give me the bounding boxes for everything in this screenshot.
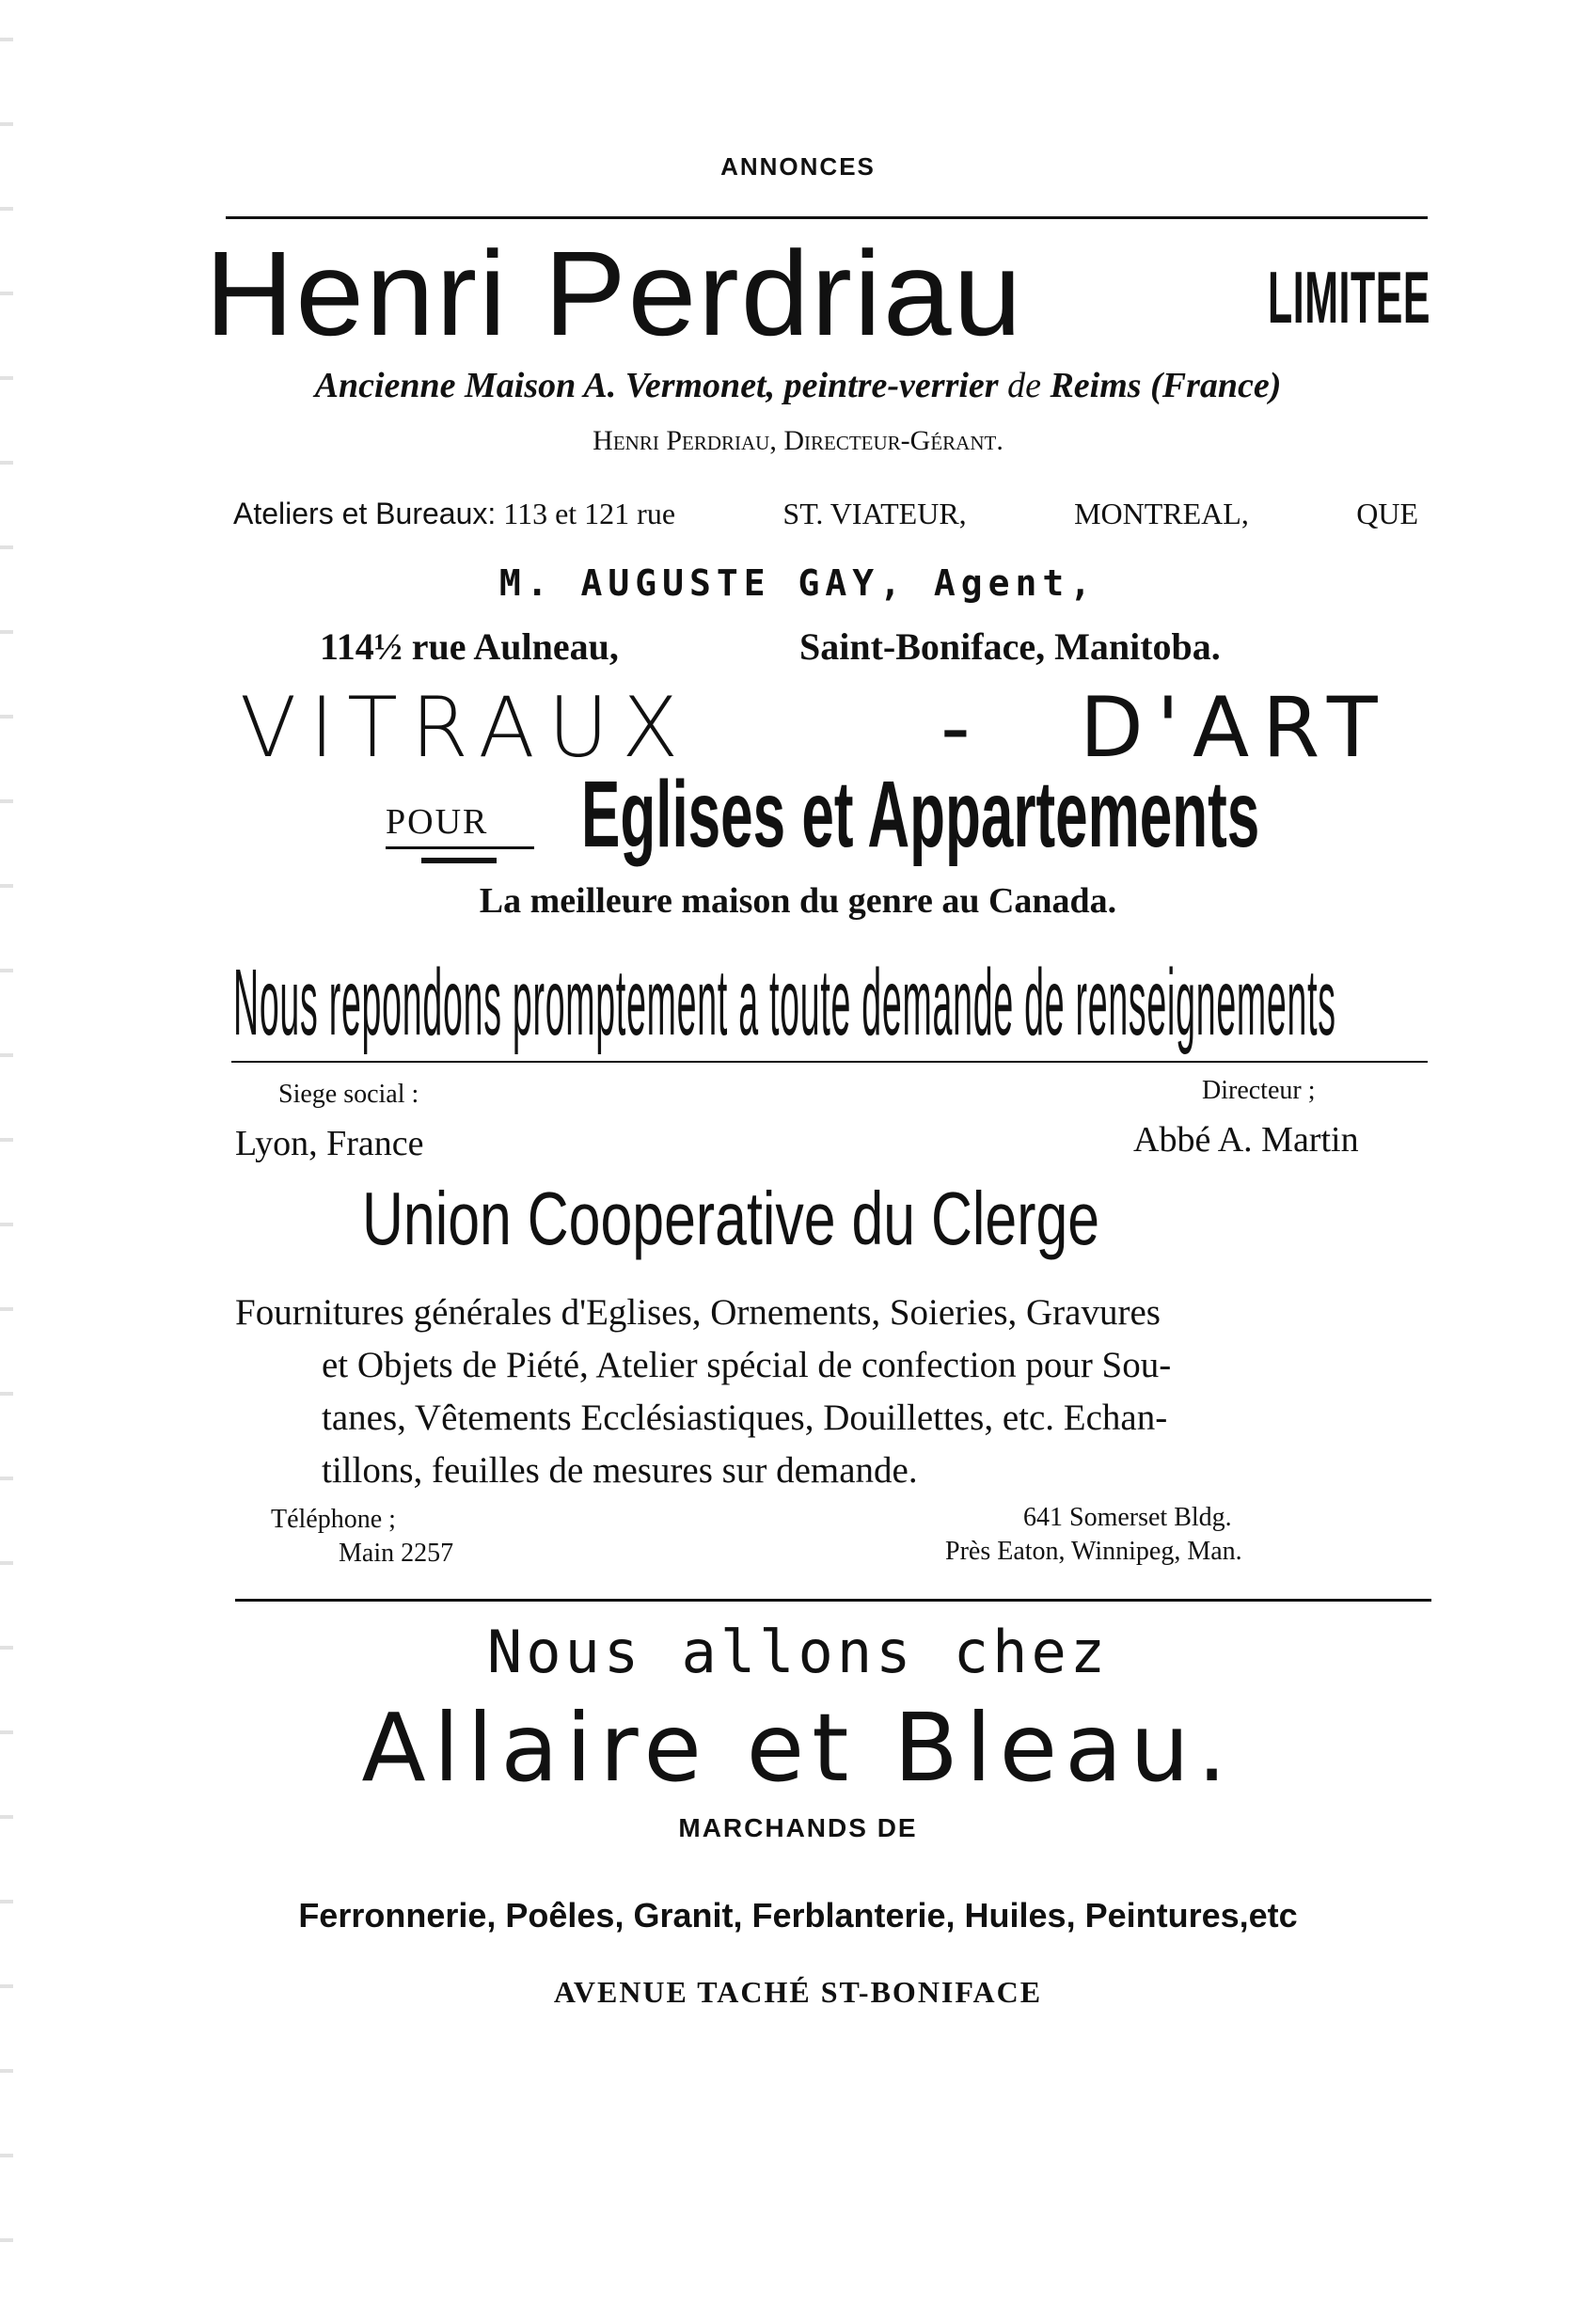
agent-line: M. AUGUSTE GAY, Agent, — [498, 562, 1098, 604]
pour-underline — [386, 846, 534, 849]
office-address-line2: Près Eaton, Winnipeg, Man. — [945, 1537, 1242, 1566]
lower-divider — [235, 1599, 1431, 1602]
marchands-label: MARCHANDS DE — [678, 1813, 918, 1842]
telephone-label: Téléphone ; — [271, 1505, 396, 1534]
company-suffix: LIMITEE — [1268, 256, 1431, 339]
pour-object: Eglises et Appartements — [581, 762, 1260, 867]
headline-vitraux: VITRAUX — [240, 679, 692, 776]
lead-line: Nous allons chez — [486, 1618, 1110, 1686]
address-street: ST. VIATEUR, — [782, 497, 967, 530]
subtitle-de: de — [1007, 366, 1041, 405]
body-line: Fournitures générales d'Eglises, Ornements, Soieries, Gravures — [235, 1292, 1161, 1333]
cooperative-body — [235, 1287, 1171, 1497]
subtitle-part1: Ancienne Maison A. Vermonet, peintre-verrier — [314, 366, 1008, 405]
manager-line: Henri Perdriau, Directeur-Gérant. — [593, 425, 1003, 456]
telephone-value: Main 2257 — [339, 1539, 454, 1568]
pour-label: POUR — [386, 802, 489, 842]
middle-divider — [231, 1061, 1428, 1063]
body-line: tanes, Vêtements Ecclésiastiques, Douillettes, etc. Echan- — [322, 1398, 1168, 1438]
section-title: ANNONCES — [720, 152, 876, 181]
response-line: Nous repondons promptement a toute demande de renseignements — [233, 950, 1336, 1055]
cooperative-title: Union Cooperative du Clerge — [362, 1177, 1100, 1260]
headline-dash: - — [940, 679, 971, 776]
agent-street: 114½ rue Aulneau, — [320, 625, 619, 668]
subtitle-part2: Reims (France) — [1040, 366, 1282, 405]
address-city: MONTREAL, — [1074, 497, 1249, 530]
allaire-company: Allaire et Bleau. — [361, 1693, 1235, 1803]
body-line: tillons, feuilles de mesures sur demande. — [322, 1450, 918, 1491]
headline-dart: D'ART — [1080, 679, 1391, 776]
workshop-address — [233, 497, 1418, 531]
scan-edge — [0, 0, 13, 2322]
tagline: La meilleure maison du genre au Canada. — [479, 881, 1117, 921]
goods-line: Ferronnerie, Poêles, Granit, Ferblanterie, Huiles, Peintures,etc — [298, 1896, 1298, 1935]
address-province: QUE — [1356, 497, 1418, 530]
body-line: et Objets de Piété, Atelier spécial de confection pour Sou- — [322, 1345, 1172, 1385]
office-address-line1: 641 Somerset Bldg. — [1023, 1503, 1232, 1532]
pour-underline-bold — [421, 858, 497, 863]
siege-label: Siege social : — [278, 1080, 419, 1109]
company-name: Henri Perdriau — [205, 227, 1024, 361]
agent-city: Saint-Boniface, Manitoba. — [799, 625, 1221, 668]
allaire-address: AVENUE TACHÉ ST-BONIFACE — [553, 1975, 1043, 2009]
siege-value: Lyon, France — [235, 1124, 424, 1163]
address-numbers: 113 et 121 rue — [503, 497, 676, 530]
top-divider — [226, 216, 1428, 219]
directeur-label: Directeur ; — [1202, 1076, 1316, 1105]
company-subtitle — [0, 365, 1596, 406]
directeur-value: Abbé A. Martin — [1133, 1120, 1359, 1160]
address-label: Ateliers et Bureaux: — [233, 497, 497, 530]
